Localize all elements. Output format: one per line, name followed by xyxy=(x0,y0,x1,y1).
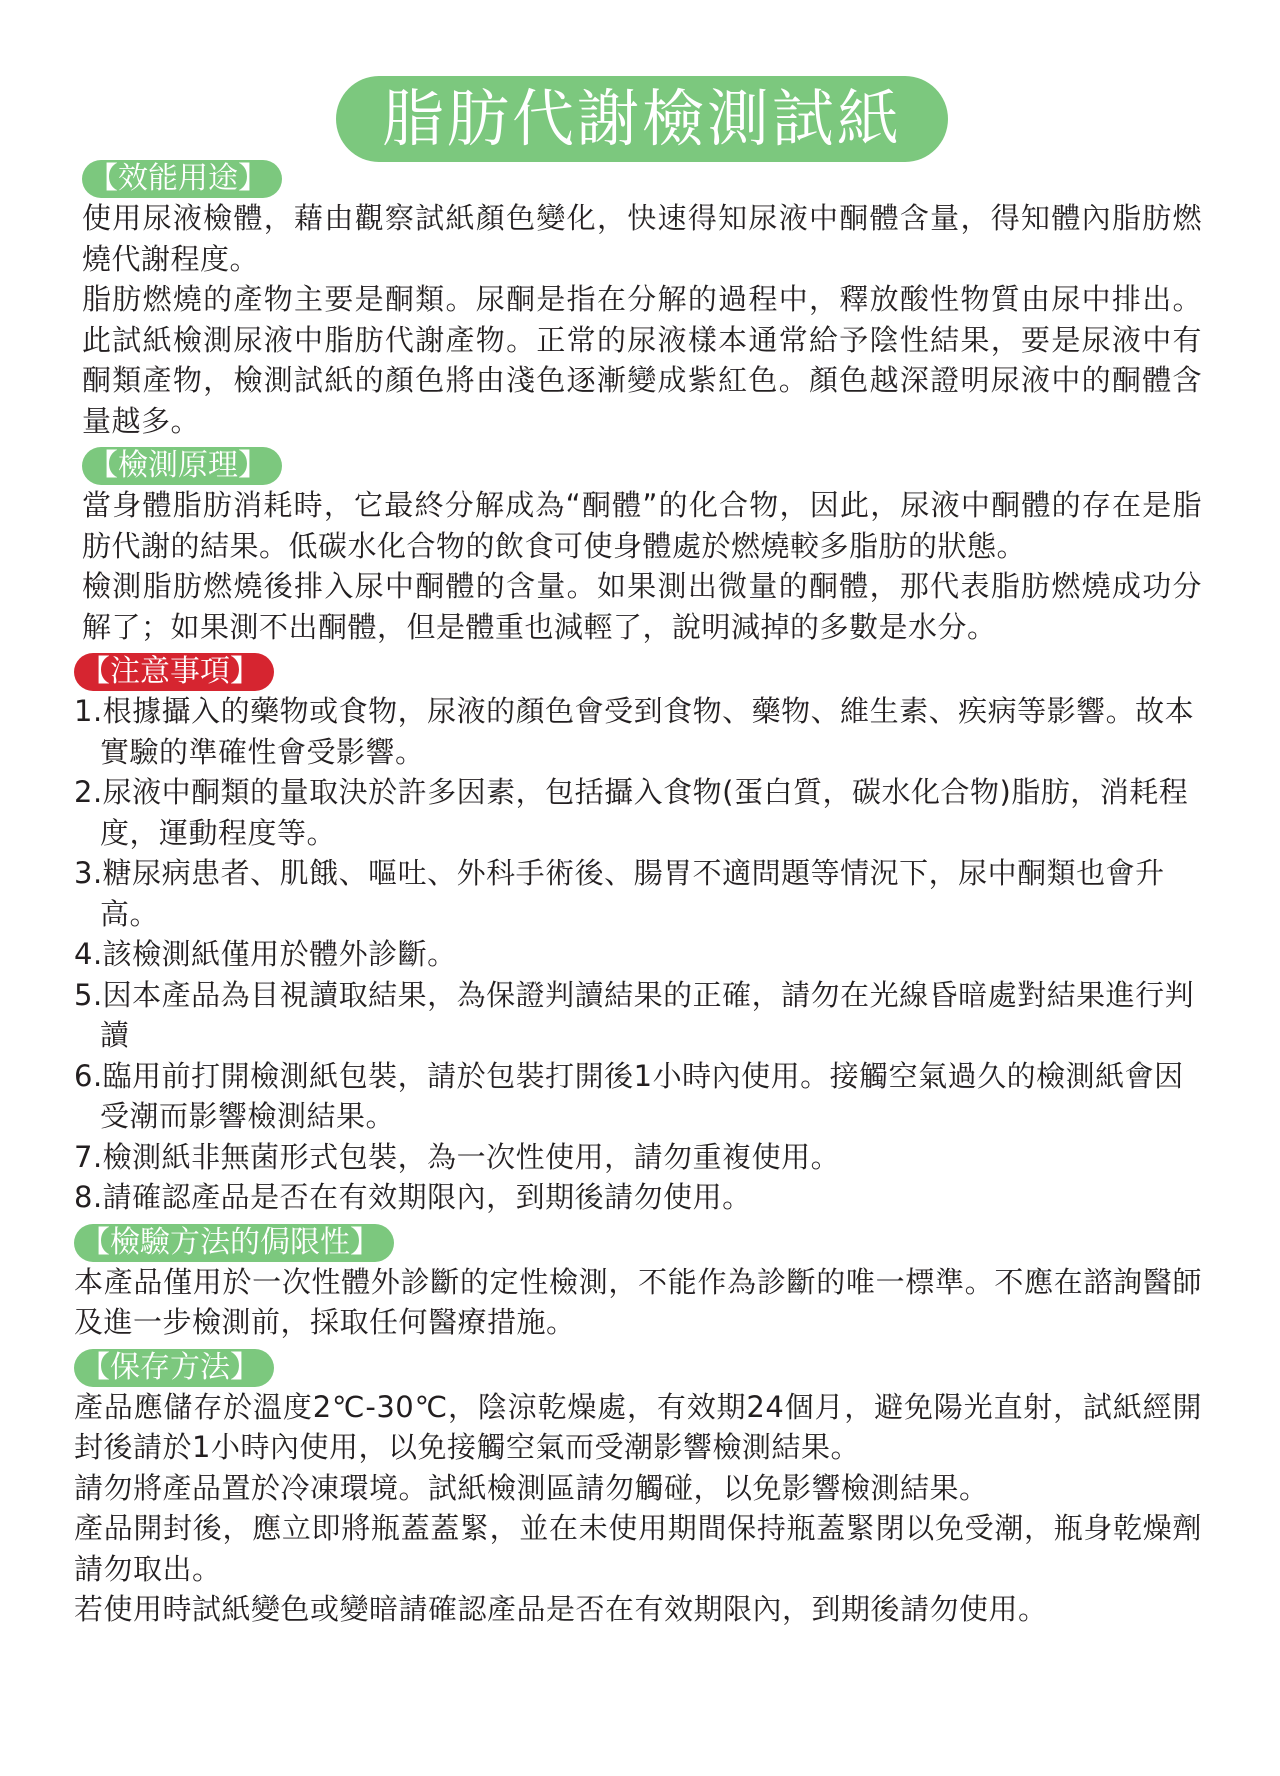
section-limitations xyxy=(74,1224,1202,1343)
page-title: 脂肪代謝檢測試紙 xyxy=(336,76,948,162)
section-efficacy xyxy=(82,160,1202,441)
section-principle xyxy=(82,447,1202,647)
section-heading-notes: 【注意事項】 xyxy=(74,653,274,691)
notes-item-2: 2.尿液中酮類的量取決於許多因素，包括攝入食物(蛋白質，碳水化合物)脂肪，消耗程度，運動程度等。 xyxy=(74,775,1189,850)
notes-item-4: 4.該檢測紙僅用於體外診斷。 xyxy=(74,937,457,971)
storage-paragraph-1: 產品應儲存於溫度2℃-30℃，陰涼乾燥處，有效期24個月，避免陽光直射，試紙經開封後請於1小時內使用，以免接觸空氣而受潮影響檢測結果。 xyxy=(74,1389,1202,1464)
notes-item-5: 5.因本產品為目視讀取結果，為保證判讀結果的正確，請勿在光線昏暗處對結果進行判讀 xyxy=(74,977,1195,1052)
principle-paragraph-2: 檢測脂肪燃燒後排入尿中酮體的含量。如果測出微量的酮體，那代表脂肪燃燒成功分解了；如果測不出酮體，但是體重也減輕了，說明減掉的多數是水分。 xyxy=(82,569,1202,644)
storage-paragraph-2: 請勿將產品置於冷凍環境。試紙檢測區請勿觸碰，以免影響檢測結果。 xyxy=(74,1470,989,1505)
section-notes xyxy=(74,653,1202,1218)
limitations-paragraph-1: 本產品僅用於一次性體外診斷的定性檢測，不能作為診斷的唯一標準。不應在諮詢醫師及進一步檢測前，採取任何醫療措施。 xyxy=(74,1264,1202,1339)
notes-item-3: 3.糖尿病患者、肌餓、嘔吐、外科手術後、腸胃不適問題等情況下，尿中酮類也會升高。 xyxy=(74,856,1165,931)
notes-item-6: 6.臨用前打開檢測紙包裝，請於包裝打開後1小時內使用。接觸空氣過久的檢測紙會因受潮而影響檢測結果。 xyxy=(74,1058,1184,1133)
notes-item-1: 1.根據攝入的藥物或食物，尿液的顏色會受到食物、藥物、維生素、疾病等影響。故本實驗的準確性會受影響。 xyxy=(74,694,1195,769)
notes-list xyxy=(74,691,1202,1218)
section-storage xyxy=(74,1349,1202,1630)
efficacy-paragraph-1: 使用尿液檢體，藉由觀察試紙顏色變化，快速得知尿液中酮體含量，得知體內脂肪燃燒代謝程度。 xyxy=(82,201,1202,276)
storage-paragraph-4: 若使用時試紙變色或變暗請確認產品是否在有效期限內，到期後請勿使用。 xyxy=(74,1592,1048,1626)
efficacy-paragraph-2: 脂肪燃燒的產物主要是酮類。尿酮是指在分解的過程中，釋放酸性物質由尿中排出。此試紙檢測尿液中脂肪代謝產物。正常的尿液樣本通常給予陰性結果，要是尿液中有酮類產物，檢測試紙的顏色將由淺色逐漸變成紫紅色。顏色越深證明尿液中的酮體含量越多。 xyxy=(82,282,1202,438)
section-heading-efficacy: 【效能用途】 xyxy=(82,160,282,198)
notes-item-8: 8.請確認產品是否在有效期限內，到期後請勿使用。 xyxy=(74,1180,752,1214)
document-content xyxy=(74,160,1202,1636)
section-heading-limitations: 【檢驗方法的侷限性】 xyxy=(74,1224,394,1262)
section-heading-principle: 【檢測原理】 xyxy=(82,447,282,485)
principle-paragraph-1: 當身體脂肪消耗時，它最終分解成為“酮體”的化合物，因此，尿液中酮體的存在是脂肪代謝的結果。低碳水化合物的飲食可使身體處於燃燒較多脂肪的狀態。 xyxy=(82,488,1202,563)
storage-paragraph-3: 產品開封後，應立即將瓶蓋蓋緊，並在未使用期間保持瓶蓋緊閉以免受潮，瓶身乾燥劑請勿取出。 xyxy=(74,1511,1202,1586)
section-heading-storage: 【保存方法】 xyxy=(74,1349,274,1387)
notes-item-7: 7.檢測紙非無菌形式包裝，為一次性使用，請勿重複使用。 xyxy=(74,1139,841,1174)
